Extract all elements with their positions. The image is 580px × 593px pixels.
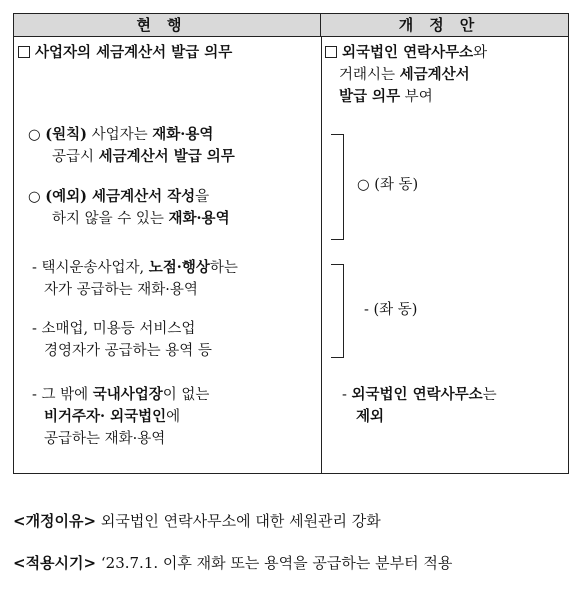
reason-text: 외국법인 연락사무소에 대한 세원관리 강화: [100, 512, 381, 530]
comparison-table: [13, 13, 569, 474]
apply-label: <적용시기>: [13, 554, 97, 572]
exclusion-item: - 외국법인 연락사무소는 제외: [342, 386, 497, 425]
column-divider: [321, 37, 322, 474]
nonresident-item: - 그 밖에 국내사업장이 없는 비거주자· 외국법인에 공급하는 재화·용역: [32, 386, 210, 447]
retail-item: - 소매업, 미용등 서비스업 경영자가 공급하는 용역 등: [32, 321, 212, 359]
header-current: 현행: [14, 14, 321, 37]
principle-item: ○ (원칙) 사업자는 재화·용역 공급시 세금계산서 발급 의무: [28, 126, 235, 165]
apply-text: ‘23.7.1. 이후 재화 또는 용역을 공급하는 분부터 적용: [100, 554, 453, 572]
same-as-left-1: ○ (좌 동): [357, 177, 419, 193]
checkbox-icon: [18, 46, 30, 58]
bullet-circle: ○: [28, 189, 41, 205]
reason-line: [13, 510, 381, 531]
bullet-circle: ○: [28, 127, 41, 143]
same-as-left-2: - (좌 동): [364, 302, 418, 318]
reason-label: <개정이유>: [13, 512, 97, 530]
taxi-item: - 택시운송사업자, 노점·행상하는 자가 공급하는 재화·용역: [32, 259, 238, 298]
left-title: 사업자의 세금계산서 발급 의무: [18, 42, 232, 64]
bracket-items: [331, 264, 344, 358]
bracket-principle-exception: [331, 134, 344, 240]
right-title: 외국법인 연락사무소와 거래시는 세금계산서 발급 의무 부여: [325, 42, 487, 108]
checkbox-icon: [325, 46, 337, 58]
exception-item: ○ (예외) 세금계산서 작성을 하지 않을 수 있는 재화·용역: [28, 188, 230, 227]
header-revised: 개정안: [321, 14, 568, 37]
apply-line: [13, 552, 452, 573]
